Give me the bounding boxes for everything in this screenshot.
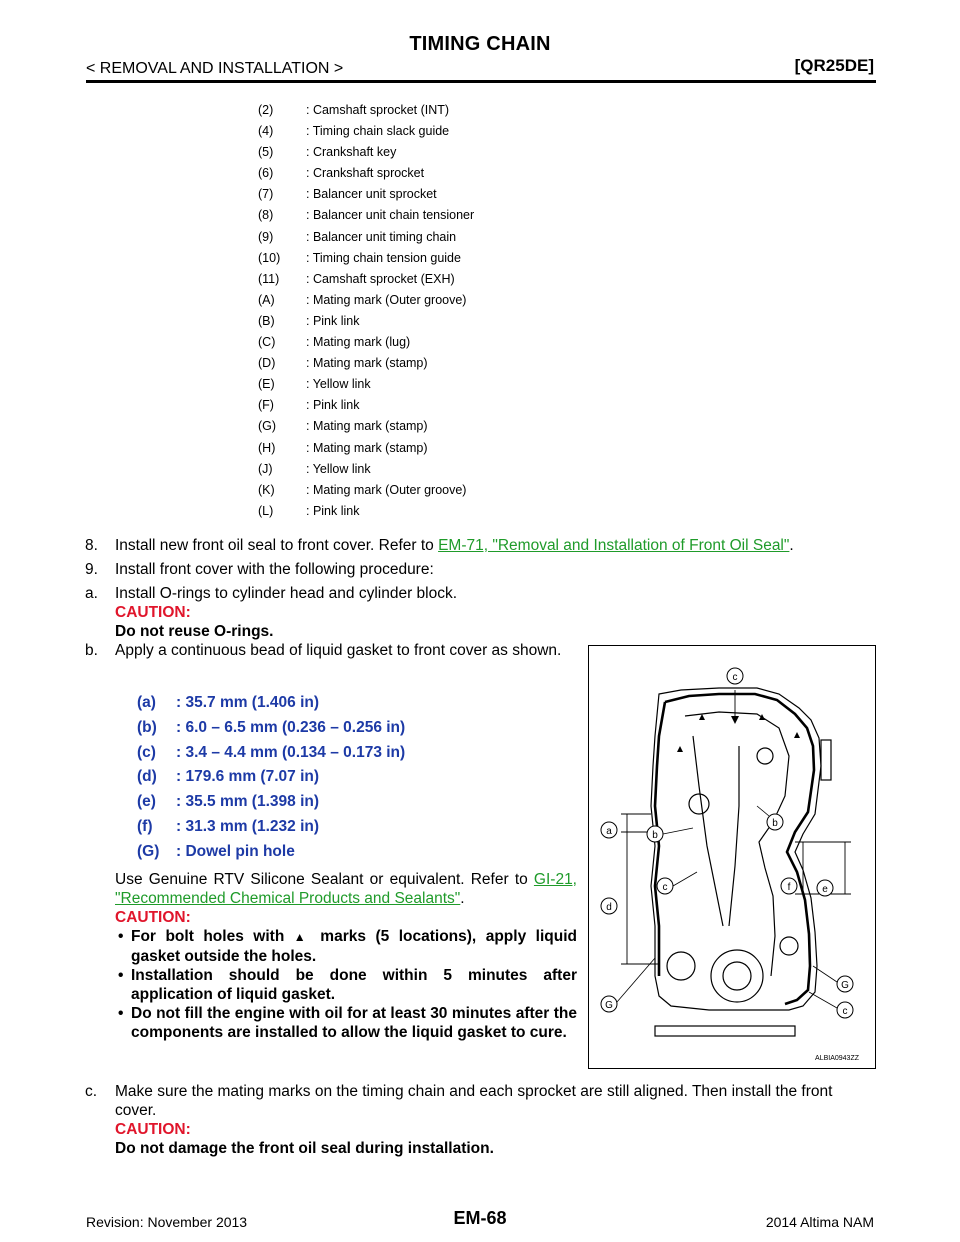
caution-bullet: • Installation should be done within 5 minutes after application of liquid gasket. — [115, 966, 577, 1004]
legend-key: (10) — [258, 250, 281, 265]
step-number: 8. — [85, 537, 98, 554]
legend-row — [258, 483, 474, 504]
spec-key: (e) — [137, 793, 156, 811]
caution-text: Do not reuse O-rings. — [115, 623, 274, 640]
legend-row — [258, 166, 474, 187]
caution-bullet — [115, 927, 577, 966]
legend-row — [258, 335, 474, 356]
label-a: a — [606, 826, 612, 837]
legend-text: : Pink link — [306, 503, 360, 518]
spec-key: (a) — [137, 694, 156, 711]
legend-row — [258, 398, 474, 419]
spec-key: (f) — [137, 817, 153, 835]
spec-key: (G) — [137, 842, 160, 860]
legend-text: : Balancer unit sprocket — [306, 187, 437, 202]
spec-row — [137, 694, 405, 719]
sealant-end: . — [460, 890, 465, 907]
legend-row — [258, 272, 474, 293]
legend-list — [258, 103, 474, 525]
triangle-mark-icon — [794, 732, 800, 738]
legend-key: (A) — [258, 292, 275, 307]
legend-row — [258, 356, 474, 377]
legend-text: : Mating mark (Outer groove) — [306, 292, 467, 307]
boss-left — [689, 794, 709, 814]
chain-guide-2 — [729, 746, 739, 926]
step-8 — [85, 536, 794, 555]
label-g-left: G — [605, 1000, 613, 1011]
legend-text: : Yellow link — [306, 461, 371, 476]
step-9 — [85, 560, 434, 579]
legend-row — [258, 208, 474, 229]
section-label: < REMOVAL AND INSTALLATION > — [86, 60, 344, 77]
label-c-mid: c — [662, 882, 668, 893]
legend-key: (6) — [258, 166, 274, 181]
bottom-flange — [655, 1026, 795, 1036]
legend-key: (C) — [258, 335, 276, 350]
caution-label: CAUTION: — [115, 1121, 191, 1138]
spec-value: : 179.6 mm (7.07 in) — [176, 768, 320, 786]
step-text: Install front cover with the following procedure: — [115, 561, 434, 578]
caution-bullets — [115, 927, 577, 1042]
spec-key: (c) — [137, 743, 156, 761]
spec-value: : 35.5 mm (1.398 in) — [176, 793, 320, 811]
legend-row — [258, 230, 474, 251]
sealant-reference — [115, 870, 577, 908]
label-b-right: b — [772, 818, 778, 829]
spec-value: : 35.7 mm (1.406 in) — [176, 694, 320, 711]
legend-text: : Timing chain slack guide — [306, 124, 450, 139]
label-b-left: b — [652, 830, 658, 841]
legend-row — [258, 187, 474, 208]
legend-text: : Timing chain tension guide — [306, 250, 461, 265]
spec-value: : 31.3 mm (1.232 in) — [176, 817, 320, 835]
triangle-mark-icon — [731, 716, 739, 724]
legend-key: (7) — [258, 187, 274, 202]
sealant-instructions — [115, 870, 577, 1042]
caution-label: CAUTION: — [115, 604, 191, 621]
boss-upper — [757, 748, 773, 764]
legend-key: (11) — [258, 271, 280, 286]
front-oil-seal-link[interactable]: EM-71, "Removal and Installation of Front Oil Seal" — [438, 537, 790, 554]
legend-key: (D) — [258, 356, 276, 371]
legend-key: (5) — [258, 145, 274, 160]
spec-value: : 3.4 – 4.4 mm (0.134 – 0.173 in) — [176, 743, 406, 761]
legend-row — [258, 314, 474, 335]
legend-key: (H) — [258, 440, 276, 455]
legend-key: (E) — [258, 377, 275, 392]
legend-key: (F) — [258, 398, 274, 413]
step-text: Install new front oil seal to front cover. Refer to — [115, 537, 439, 554]
label-e: e — [822, 884, 828, 895]
label-c-top: c — [732, 672, 738, 683]
label-c-bottom: c — [842, 1006, 848, 1017]
legend-text: : Crankshaft sprocket — [306, 166, 425, 181]
legend-text: : Mating mark (stamp) — [306, 440, 428, 455]
vehicle-model: 2014 Altima NAM — [765, 1214, 874, 1230]
legend-key: (K) — [258, 482, 275, 497]
spec-value: : 6.0 – 6.5 mm (0.236 – 0.256 in) — [176, 718, 406, 736]
step-number: c. — [85, 1083, 98, 1100]
triangle-mark-icon: ▲ — [293, 930, 311, 944]
triangle-mark-icon — [699, 714, 705, 720]
legend-row — [258, 504, 474, 525]
label-c-bottom-leader — [809, 992, 837, 1008]
crank-seal — [723, 962, 751, 990]
figure-id: ALBIA0943ZZ — [815, 1055, 859, 1062]
spec-key: (d) — [137, 768, 157, 786]
bullet-text: marks (5 locations), apply liquid gasket outside the holes. — [131, 928, 577, 965]
label-b-left-leader — [663, 828, 693, 834]
label-b-right-leader — [757, 806, 769, 816]
legend-row — [258, 145, 474, 166]
step-a — [85, 584, 458, 641]
legend-text: : Mating mark (stamp) — [306, 356, 428, 371]
step-text: Make sure the mating marks on the timing chain and each sprocket are still aligned. Then install the front cover. — [115, 1083, 833, 1119]
legend-key: (8) — [258, 208, 274, 223]
step-number: 9. — [85, 561, 98, 578]
legend-text: : Camshaft sprocket (EXH) — [306, 271, 455, 286]
legend-row — [258, 103, 474, 124]
page-number: EM-68 — [453, 1208, 507, 1228]
legend-text: : Mating mark (Outer groove) — [306, 482, 467, 497]
front-cover-diagram — [588, 645, 876, 1069]
legend-text: : Balancer unit chain tensioner — [306, 208, 475, 223]
label-g-right: G — [841, 980, 849, 991]
legend-key: (L) — [258, 503, 274, 518]
legend-text: : Mating mark (stamp) — [306, 419, 428, 434]
label-g-left-leader — [617, 958, 655, 1002]
step-text: Install O-rings to cylinder head and cylinder block. — [115, 585, 458, 602]
step-end: . — [789, 537, 794, 554]
legend-text: : Yellow link — [306, 377, 371, 392]
legend-text: : Balancer unit timing chain — [306, 229, 457, 244]
engine-model: [QR25DE] — [794, 56, 874, 75]
spec-key: (b) — [137, 718, 157, 736]
label-c-mid-leader — [673, 872, 697, 886]
sealant-text: Use Genuine RTV Silicone Sealant or equivalent. Refer to — [115, 871, 534, 888]
bullet-text: For bolt holes with — [131, 928, 294, 945]
label-d: d — [606, 902, 612, 913]
sealant-bead — [662, 694, 814, 1004]
legend-key: (J) — [258, 461, 273, 476]
caution-label: CAUTION: — [115, 909, 191, 926]
label-f: f — [787, 882, 791, 893]
legend-key: (G) — [258, 419, 277, 434]
legend-row — [258, 251, 474, 272]
legend-key: (4) — [258, 124, 274, 139]
legend-text: : Pink link — [306, 313, 360, 328]
legend-row — [258, 419, 474, 440]
boss-right — [780, 937, 798, 955]
page-title: TIMING CHAIN — [409, 33, 551, 55]
caution-text: Do not damage the front oil seal during installation. — [115, 1140, 494, 1157]
legend-text: : Crankshaft key — [306, 145, 397, 160]
crank-bore — [711, 950, 763, 1002]
legend-row — [258, 377, 474, 398]
balancer-bore — [667, 952, 695, 980]
header-rule — [86, 80, 876, 83]
triangle-mark-icon — [677, 746, 683, 752]
tab-right — [821, 740, 831, 780]
legend-text: : Mating mark (lug) — [306, 335, 411, 350]
legend-row — [258, 293, 474, 314]
spec-row — [137, 818, 405, 843]
legend-text: : Pink link — [306, 398, 360, 413]
spec-row — [137, 744, 405, 769]
caution-bullet: • Do not fill the engine with oil for at least 30 minutes after the components are installed to allow the liquid gasket to cure. — [115, 1004, 577, 1042]
chain-guide — [693, 736, 723, 926]
legend-key: (9) — [258, 229, 274, 244]
step-number: a. — [85, 585, 98, 602]
legend-row — [258, 462, 474, 483]
triangle-mark-icon — [759, 714, 765, 720]
spec-row — [137, 719, 405, 744]
step-text: Apply a continuous bead of liquid gasket to front cover as shown. — [115, 642, 562, 659]
revision-date: Revision: November 2013 — [86, 1214, 248, 1230]
legend-row — [258, 441, 474, 462]
spec-value: : Dowel pin hole — [176, 842, 295, 860]
legend-key: (2) — [258, 103, 274, 117]
step-number: b. — [85, 642, 98, 659]
spec-row — [137, 843, 405, 868]
legend-key: (B) — [258, 313, 275, 328]
step-c — [85, 1082, 877, 1158]
legend-text: : Camshaft sprocket (INT) — [306, 103, 450, 117]
spec-row — [137, 768, 405, 793]
spec-list — [137, 694, 405, 868]
step-b — [85, 641, 577, 660]
recommended-sealants-link[interactable]: GI-21, "Recommended Chemical Products and Sealants" — [115, 871, 577, 907]
legend-row — [258, 124, 474, 145]
front-cover-illustration — [589, 646, 875, 1068]
spec-row — [137, 793, 405, 818]
